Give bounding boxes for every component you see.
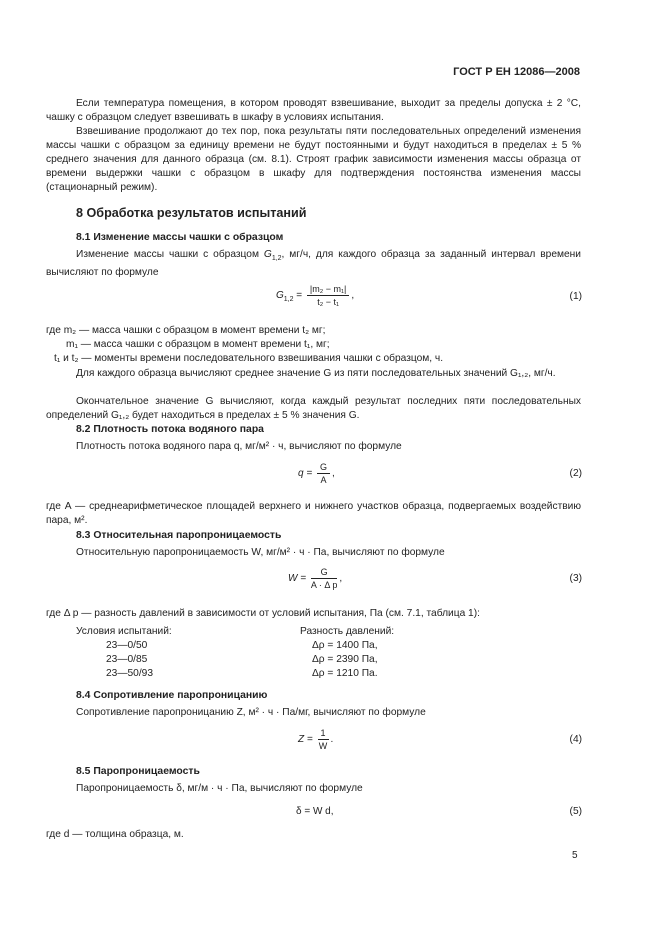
formula-1: $G_{1,2}$ = $\frac{\text{|m₂ − m₁|}}{\text{t₂ − t₁}}$ ,: [276, 284, 355, 307]
section-8-2-text: Плотность потока водяного пара q, мг/м² · ч, вычисляют по формуле: [76, 441, 402, 452]
where-m2: где m₂ — масса чашки с образцом в момент времени t₂ мг;: [46, 325, 326, 336]
where-delta-p: где Δ p — разность давлений в зависимости от условий испытания, Па (см. 7.1, таблица 1):: [46, 608, 480, 619]
section-8-2-title: 8.2 Плотность потока водяного пара: [76, 424, 264, 435]
equation-number-4: (4): [569, 734, 582, 745]
section-8-1-final: Окончательное значение G вычисляют, когда каждый результат последних пяти последовательных определений G₁,₂ будет находиться в пределах ± 5 % значения G.: [46, 396, 581, 422]
section-8-1-average: Для каждого образца вычисляют среднее значение G из пяти последовательных значений G₁,₂, мг/ч.: [76, 368, 556, 379]
formula-5: δ = W d,: [296, 806, 334, 817]
formula-2: q = $\frac{G}{A}$ ,: [298, 462, 335, 485]
section-8-3-text: Относительную паропроницаемость W, мг/м² · ч · Па, вычисляют по формуле: [76, 547, 445, 558]
conditions-column-header: Условия испытаний:: [76, 626, 172, 637]
section-8-4-title: 8.4 Сопротивление паропроницанию: [76, 690, 268, 701]
where-d: где d — толщина образца, м.: [46, 829, 184, 840]
pressure-row: Δρ = 2390 Па,: [312, 654, 378, 665]
formula-4: Z = $\frac{1}{W}$ .: [298, 728, 334, 751]
equation-number-3: (3): [569, 573, 582, 584]
section-8-1-text: Изменение массы чашки с образцом $G_{1,2}$, мг/ч, для каждого образца за заданный интервал времени вычисляют по формуле: [46, 249, 582, 279]
document-header: ГОСТ Р ЕН 12086—2008: [453, 66, 580, 78]
intro-paragraph-1: Если температура помещения, в котором проводят взвешивание, выходит за пределы допуска ± 2 °С, чашку с образцом следует взвешивать в шкафу в условиях испытания.: [46, 98, 581, 124]
formula-1-denominator: t₂ − t₁: [317, 297, 340, 307]
section-8-5-title: 8.5 Паропроницаемость: [76, 766, 200, 777]
pressure-row: Δρ = 1400 Па,: [312, 640, 378, 651]
pressure-column-header: Разность давлений:: [300, 626, 395, 637]
where-a: где A — среднеарифметическое площадей верхнего и нижнего участков образца, подвергаемых воздействию пара, м².: [46, 501, 581, 527]
section-8-3-title: 8.3 Относительная паропроницаемость: [76, 530, 282, 541]
page-number: 5: [572, 850, 578, 861]
section-8-5-text: Паропроницаемость δ, мг/м · ч · Па, вычисляют по формуле: [76, 783, 363, 794]
formula-3: W = $\frac{G}{\text{A · Δ p}}$ ,: [288, 567, 343, 590]
condition-row: 23—0/85: [106, 654, 148, 665]
intro-paragraph-2: Взвешивание продолжают до тех пор, пока результаты пяти последовательных определений изменения массы чашки с образцом за единицу времени не будут постоянными и будут находиться в пределах ± 5 % среднего значения для данного образца (см. 8.1). Строят график зависимости изменения массы образца от времени выдержки чашки с образцом в шкафу для подтверждения постоянства изменения массы (стационарный режим).: [46, 126, 581, 194]
equation-number-1: (1): [569, 291, 582, 302]
section-8-4-text: Сопротивление паропроницанию Z, м² · ч · Па/мг, вычисляют по формуле: [76, 707, 426, 718]
section-8-1-title: 8.1 Изменение массы чашки с образцом: [76, 232, 284, 243]
condition-row: 23—50/93: [106, 668, 154, 679]
where-m1: m₁ — масса чашки с образцом в момент времени t₁, мг;: [66, 339, 330, 350]
condition-row: 23—0/50: [106, 640, 148, 651]
formula-1-numerator: |m₂ − m₁|: [307, 284, 349, 296]
pressure-row: Δρ = 1210 Па.: [312, 668, 378, 679]
equation-number-5: (5): [569, 806, 582, 817]
equation-number-2: (2): [569, 468, 582, 479]
section-8-title: 8 Обработка результатов испытаний: [76, 206, 307, 220]
where-t1-t2: t₁ и t₂ — моменты времени последовательного взвешивания чашки с образцом, ч.: [54, 353, 444, 364]
